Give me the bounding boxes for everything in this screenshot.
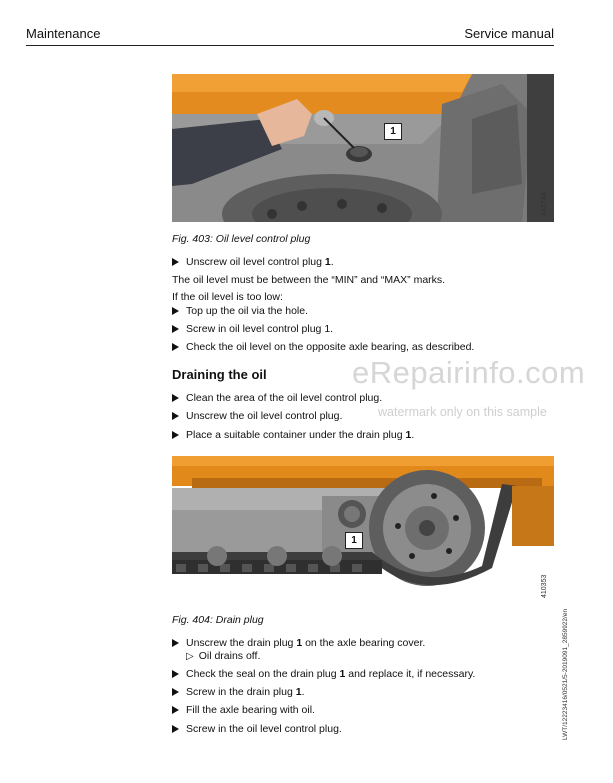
figure-caption: Fig. 404: Drain plug bbox=[172, 614, 264, 626]
step-bullet-icon bbox=[172, 431, 179, 439]
step-item: Unscrew the drain plug 1 on the axle bearing cover. bbox=[172, 637, 425, 649]
step-bullet-icon bbox=[172, 325, 179, 333]
figure-caption: Fig. 403: Oil level control plug bbox=[172, 233, 311, 245]
figure-403-photo bbox=[172, 74, 554, 222]
step-bullet-icon bbox=[172, 706, 179, 714]
page-header bbox=[26, 26, 554, 46]
step-bullet-icon bbox=[172, 725, 179, 733]
step-bullet-icon bbox=[172, 307, 179, 315]
figure-id: 412748 bbox=[541, 192, 548, 216]
result-item: ▷ Oil drains off. bbox=[186, 650, 261, 662]
step-item: Check the oil level on the opposite axle bearing, as described. bbox=[172, 341, 474, 353]
step-item: Unscrew the oil level control plug. bbox=[172, 410, 342, 422]
oil-level-note: The oil level must be between the “MIN” and “MAX” marks. bbox=[172, 274, 446, 286]
condition-text: If the oil level is too low: bbox=[172, 291, 283, 303]
figure-id: 410353 bbox=[541, 574, 548, 598]
header-manual-title: Service manual bbox=[464, 26, 554, 41]
header-section-title: Maintenance bbox=[26, 26, 101, 41]
step-bullet-icon bbox=[172, 258, 179, 266]
step-item: Place a suitable container under the drain plug 1. bbox=[172, 429, 414, 441]
step-item: Fill the axle bearing with oil. bbox=[172, 704, 315, 716]
step-item: Screw in the drain plug 1. bbox=[172, 686, 305, 698]
step-bullet-icon bbox=[172, 639, 179, 647]
callout-label: 1 bbox=[384, 123, 402, 140]
step-item: Top up the oil via the hole. bbox=[172, 305, 308, 317]
step-item: Screw in oil level control plug 1. bbox=[172, 323, 333, 335]
document-id: LWT/12223416/0521/5-2019091_2859922/en bbox=[562, 608, 569, 740]
step-bullet-icon bbox=[172, 670, 179, 678]
figure-404-photo bbox=[172, 456, 554, 604]
step-item: Clean the area of the oil level control plug. bbox=[172, 392, 382, 404]
step-item: Check the seal on the drain plug 1 and replace it, if necessary. bbox=[172, 668, 475, 680]
step-bullet-icon bbox=[172, 412, 179, 420]
result-arrow-icon: ▷ bbox=[186, 651, 194, 662]
step-item: Unscrew oil level control plug 1. bbox=[172, 256, 334, 268]
step-item: Screw in the oil level control plug. bbox=[172, 723, 342, 735]
step-bullet-icon bbox=[172, 343, 179, 351]
header-divider bbox=[26, 45, 554, 46]
step-bullet-icon bbox=[172, 394, 179, 402]
watermark-text: eRepairinfo.com bbox=[352, 355, 586, 390]
step-bullet-icon bbox=[172, 688, 179, 696]
section-heading: Draining the oil bbox=[172, 367, 267, 382]
callout-label: 1 bbox=[345, 532, 363, 549]
watermark-subtext: watermark only on this sample bbox=[378, 405, 547, 419]
